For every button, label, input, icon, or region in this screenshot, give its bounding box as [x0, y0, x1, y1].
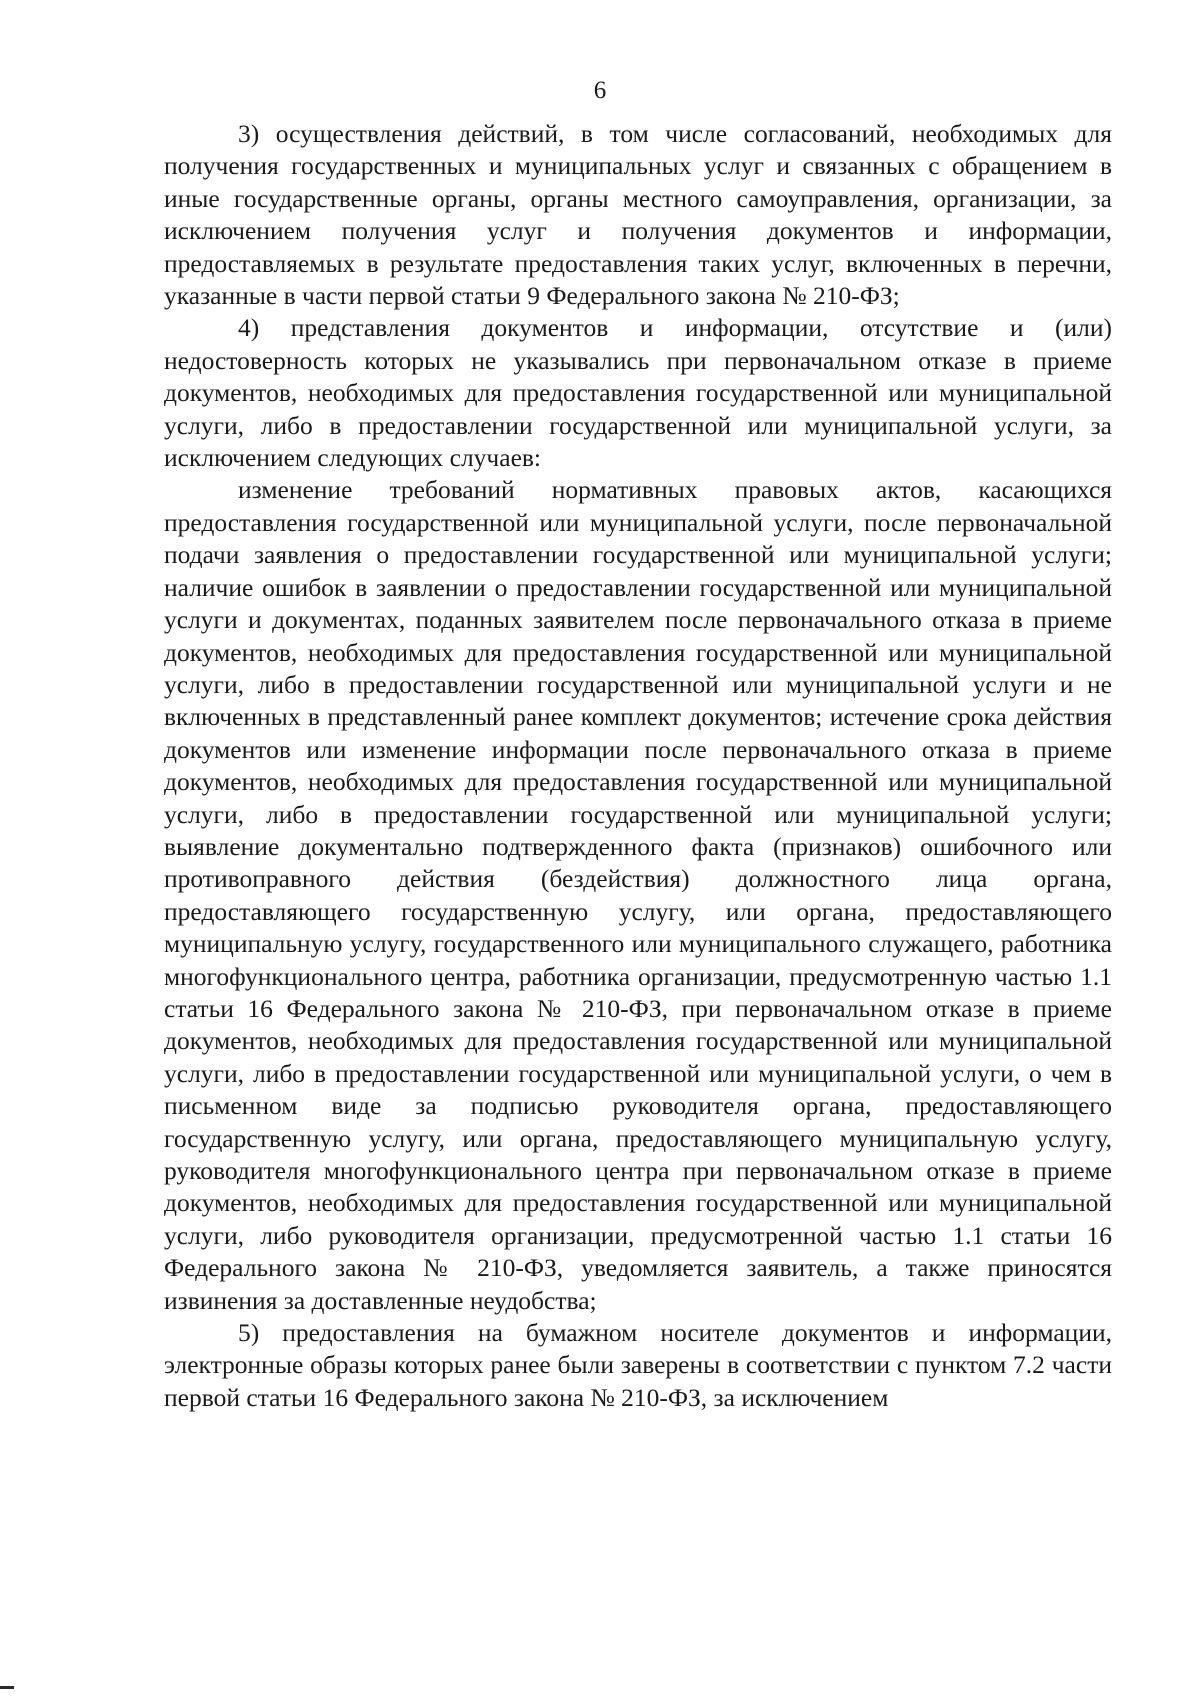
paragraph-item-3: 3) осуществления действий, в том числе согласований, необходимых для получения государственных и муниципальных услуг и связанных с обращением в иные государственные органы, органы местного самоуправления, организации, за исключением получения услуг и получения документов и информации, предоставляемых в результате предоставления таких услуг, включенных в перечни, указанные в части первой статьи 9 Федерального закона № 210-ФЗ;	[164, 119, 1112, 311]
paragraph-exceptions: изменение требований нормативных правовых актов, касающихся предоставления государственной или муниципальной услуги, после первоначальной подачи заявления о предоставлении государственной или муниципальной услуги; наличие ошибок в заявлении о предоставлении государственной или муниципальной услуги и документах, поданных заявителем после первоначального отказа в приеме документов, необходимых для предоставления государственной или муниципальной услуги, либо в предоставлении государственной или муниципальной услуги и не включенных в представленный ранее комплект документов; истечение срока действия документов или изменение информации после первоначального отказа в приеме документов, необходимых для предоставления государственной или муниципальной услуги, либо в предоставлении государственной или муниципальной услуги; выявление документально подтвержденного факта (признаков) ошибочного или противоправного действия (бездействия) должностного лица органа, предоставляющего государственную услугу, или органа, предоставляющего муниципальную услугу, государственного или муниципального служащего, работника многофункционального центра, работника организации, предусмотренную частью 1.1 статьи 16 Федерального закона № 210-ФЗ, при первоначальном отказе в приеме документов, необходимых для предоставления государственной или муниципальной услуги, либо в предоставлении государственной или муниципальной услуги, о чем в письменном виде за подписью руководителя органа, предоставляющего государственную услугу, или органа, предоставляющего муниципальную услугу, руководителя многофункционального центра при первоначальном отказе в приеме документов, необходимых для предоставления государственной или муниципальной услуги, либо руководителя организации, предусмотренной частью 1.1 статьи 16 Федерального закона № 210-ФЗ, уведомляется заявитель, а также приносятся извинения за доставленные неудобства;	[164, 475, 1112, 1315]
page-number: 6	[593, 77, 607, 104]
paragraph-item-5: 5) предоставления на бумажном носителе документов и информации, электронные образы которых ранее были заверены в соответствии с пунктом 7.2 части первой статьи 16 Федерального закона № 210-ФЗ, за исключением	[164, 1318, 1112, 1412]
paragraph-item-4: 4) представления документов и информации, отсутствие и (или) недостоверность которых не указывались при первоначальном отказе в приеме документов, необходимых для предоставления государственной или муниципальной услуги, либо в предоставлении государственной или муниципальной услуги, за исключением следующих случаев:	[164, 313, 1112, 473]
document-body	[164, 118, 1112, 1414]
scan-edge-mark	[0, 1686, 14, 1689]
